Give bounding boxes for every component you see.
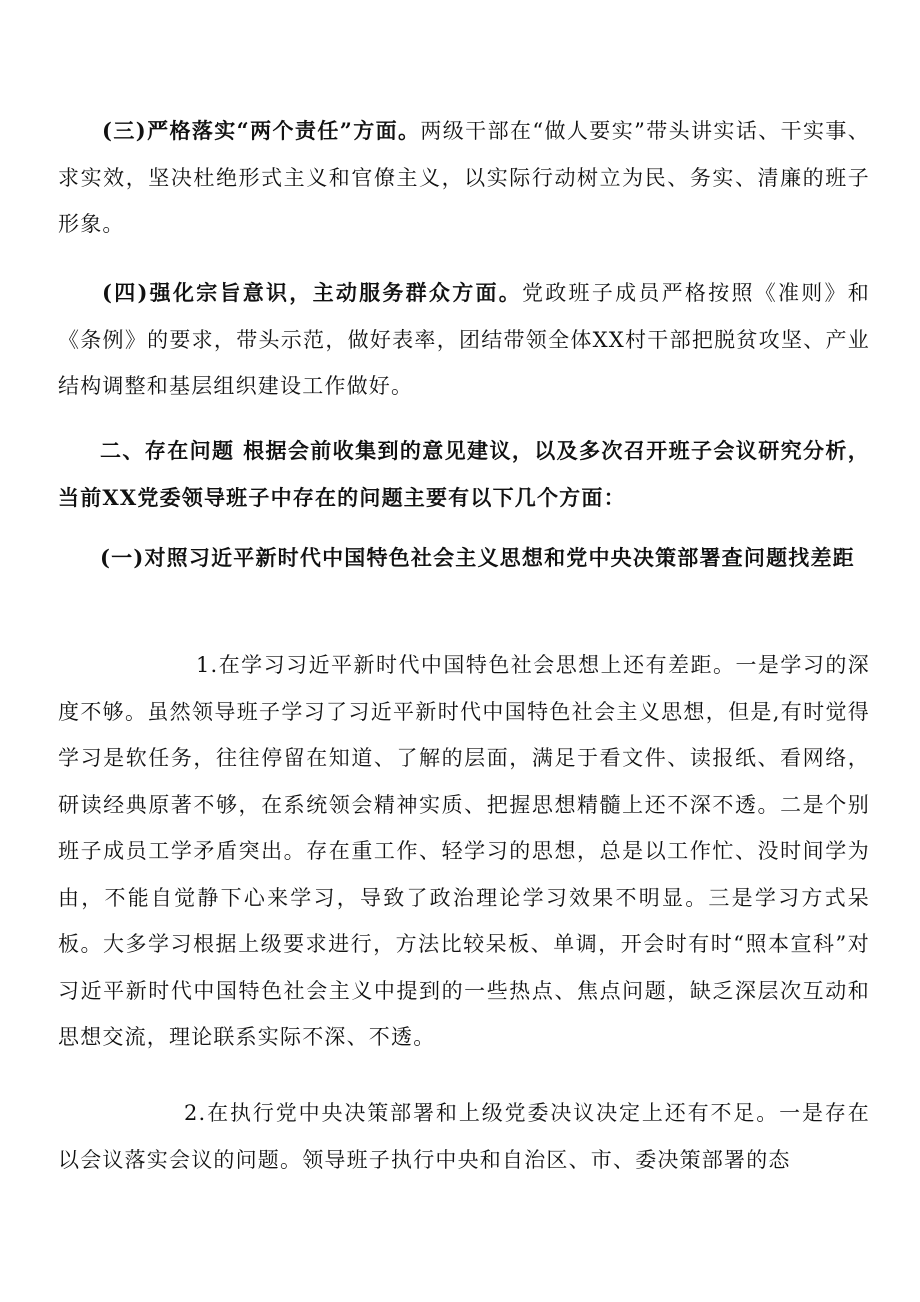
paragraph-body: 两级干部在“做人要实”带头讲实话、干实事、求实效，坚决杜绝形式主义和官僚主义，以实际行动树立为民、务实、清廉的班子形象。	[58, 119, 871, 236]
paragraph-body: 党政班子成员严格按照《准则》和《条例》的要求，带头示范，做好表率，团结带领全体XX村干部把脱贫攻坚、产业结构调整和基层组织建设工作做好。	[58, 281, 871, 398]
section-heading-text: 二、存在问题 根据会前收集到的意见建议，以及多次召开班子会议研究分析，当前XX党委领导班子中存在的问题主要有以下几个方面：	[58, 438, 870, 510]
paragraph-two-responsibilities	[58, 108, 870, 248]
paragraph-serve-the-masses	[58, 270, 870, 410]
subsection-heading-one	[58, 535, 870, 582]
section-heading-existing-problems	[58, 428, 870, 521]
paragraph-heading: (三)严格落实“两个责任”方面。	[102, 118, 421, 143]
paragraph-body: 1.在学习习近平新时代中国特色社会思想上还有差距。一是学习的深度不够。虽然领导班子学习了习近平新时代中国特色社会主义思想，但是,有时觉得学习是软任务，往往停留在知道、了解的层面，满足于看文件、读报纸、看网络，研读经典原著不够，在系统领会精神实质、把握思想精髓上还不深不透。二是个别班子成员工学矛盾突出。存在重工作、轻学习的思想，总是以工作忙、没时间学为由，不能自觉静下心来学习，导致了政治理论学习效果不明显。三是学习方式呆板。大多学习根据上级要求进行，方法比较呆板、单调，开会时有时“照本宣科”对习近平新时代中国特色社会主义中提到的一些热点、焦点问题，缺乏深层次互动和思想交流，理论联系实际不深、不透。	[58, 653, 870, 1049]
subsection-heading-text: (一)对照习近平新时代中国特色社会主义思想和党中央决策部署查问题找差距	[100, 545, 855, 570]
paragraph-heading: (四)强化宗旨意识，主动服务群众方面。	[102, 280, 523, 305]
paragraph-execution-gap	[58, 1090, 870, 1183]
paragraph-body: 2.在执行党中央决策部署和上级党委决议决定上还有不足。一是存在以会议落实会议的问题。领导班子执行中央和自治区、市、委决策部署的态	[58, 1101, 870, 1172]
paragraph-study-gap	[58, 642, 870, 1061]
